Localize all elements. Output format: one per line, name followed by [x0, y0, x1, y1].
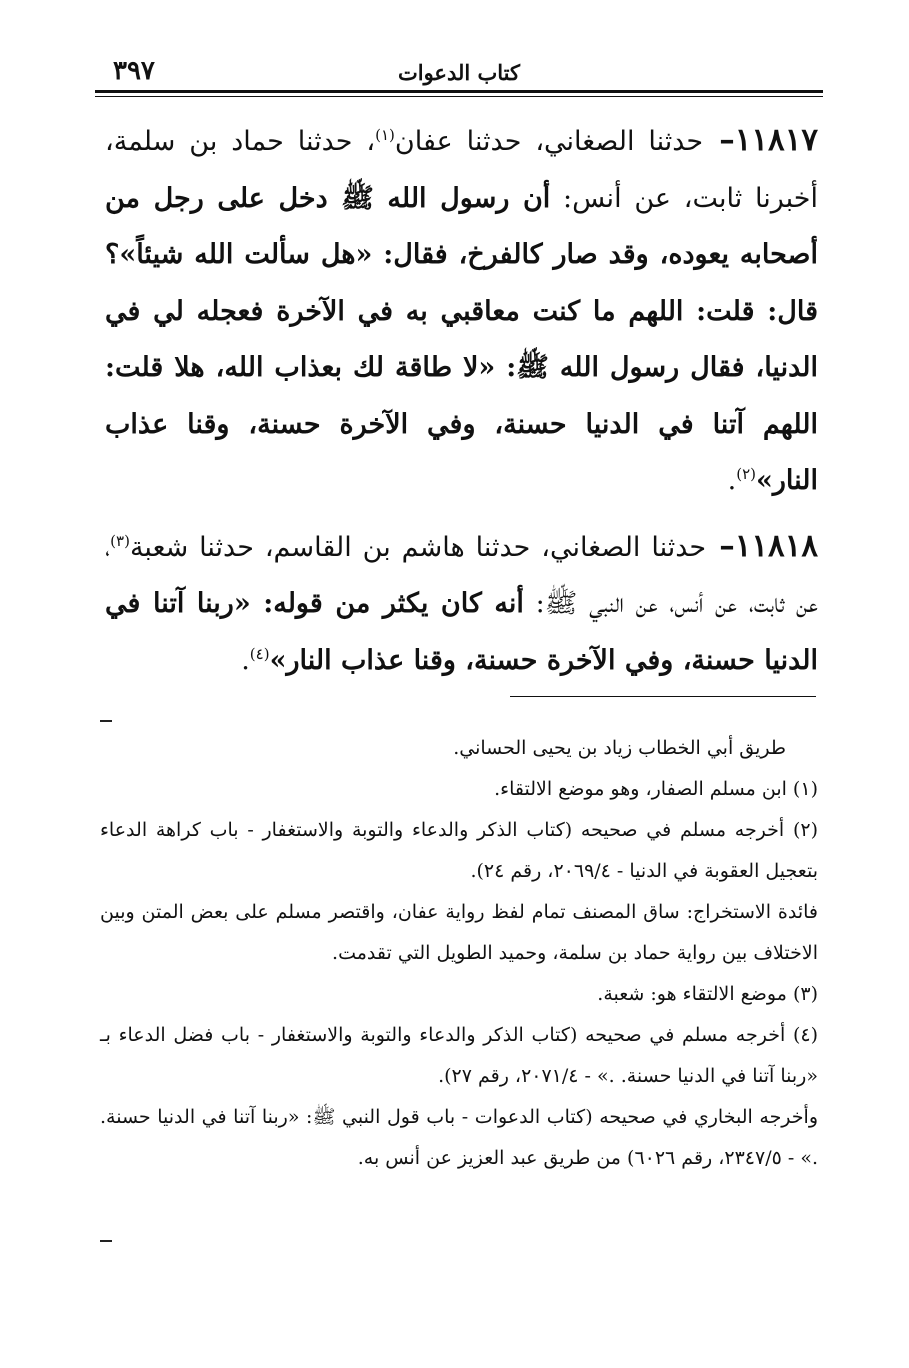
hadith-dash: – [706, 527, 735, 564]
matn-text: أنه كان يكثر من قوله: «ربنا آتنا في الدنيا حسنة، وفي الآخرة حسنة، وقنا عذاب النار» [105, 588, 818, 676]
page-number: ٣٩٧ [113, 56, 155, 86]
isnad-text: حدثنا الصغاني، حدثنا هاشم بن القاسم، حدثنا شعبة [129, 531, 707, 563]
sentence-end: . [241, 644, 250, 676]
header-rule-thin [95, 96, 823, 97]
margin-mark [100, 720, 112, 722]
hadith-1817 [105, 112, 818, 510]
isnad-text: حدثنا الصغاني، حدثنا عفان [394, 126, 704, 157]
footnote-continuation: طريق أبي الخطاب زياد بن يحيى الحساني. [453, 737, 786, 759]
header-rule-thick [95, 90, 823, 93]
footnote-separator [510, 696, 816, 697]
footnote-ref: (١) [375, 126, 395, 144]
main-text [105, 112, 818, 697]
footnote-2: (٢) أخرجه مسلم في صحيحه (كتاب الذكر والدعاء والتوبة والاستغفار - باب كراهة الدعاء بتعجيل العقوبة في الدنيا - ٢٠٦٩/٤، رقم ٢٤). [100, 819, 818, 882]
chapter-title: كتاب الدعوات [397, 60, 521, 85]
margin-mark [100, 1240, 112, 1242]
footnote-3: (٣) موضع الالتقاء هو: شعبة. [597, 983, 818, 1005]
hadith-number: ١١٨١٧ [734, 122, 819, 158]
hadith-1818 [105, 518, 818, 690]
hadith-dash: – [703, 122, 735, 158]
hadith-number: ١١٨١٨ [734, 527, 818, 564]
sentence-end: . [727, 465, 737, 496]
footnote-1: (١) ابن مسلم الصفار، وهو موضع الالتقاء. [494, 778, 818, 800]
matn-text: أن رسول الله ﷺ دخل على رجل من أصحابه يعوده، وقد صار كالفرخ، فقال: «هل سألت الله شيئاً»؟ قال: قلت: اللهم ما كنت معاقبي به في الآخرة فعجله لي في الدنيا، فقال رسول الله ﷺ: «لا طاقة لك بعذاب الله، هلا قلت: اللهم آتنا في الدنيا حسنة، وفي الآخرة حسنة، وقنا عذاب النار» [105, 182, 818, 496]
footnote-2-note: فائدة الاستخراج: ساق المصنف تمام لفظ رواية عفان، واقتصر مسلم على بعض المتن وبين الاختلاف بين رواية حماد بن سلمة، وحميد الطويل التي تقدمت. [100, 901, 818, 964]
footnotes [100, 728, 818, 1179]
running-header [95, 52, 823, 96]
isnad-text: ، حدثنا حماد بن سلمة، أخبرنا ثابت، عن أنس: [105, 126, 818, 214]
footnote-4: (٤) أخرجه مسلم في صحيحه (كتاب الذكر والدعاء والتوبة والاستغفار - باب فضل الدعاء بـ «ربنا آتنا في الدنيا حسنة. .» - ٢٠٧١/٤، رقم ٢٧). [100, 1024, 818, 1087]
isnad-text: ، عن ثابت، عن أنس، عن النبي ﷺ: [105, 531, 818, 619]
footnote-ref: (٢) [736, 465, 756, 483]
footnote-4-note: وأخرجه البخاري في صحيحه (كتاب الدعوات - باب قول النبي ﷺ: «ربنا آتنا في الدنيا حسنة. .» - ٢٣٤٧/٥، رقم ٦٠٢٦) من طريق عبد العزيز عن أنس به. [100, 1106, 818, 1169]
footnote-ref: (٤) [249, 644, 270, 663]
footnote-ref: (٣) [110, 531, 130, 550]
